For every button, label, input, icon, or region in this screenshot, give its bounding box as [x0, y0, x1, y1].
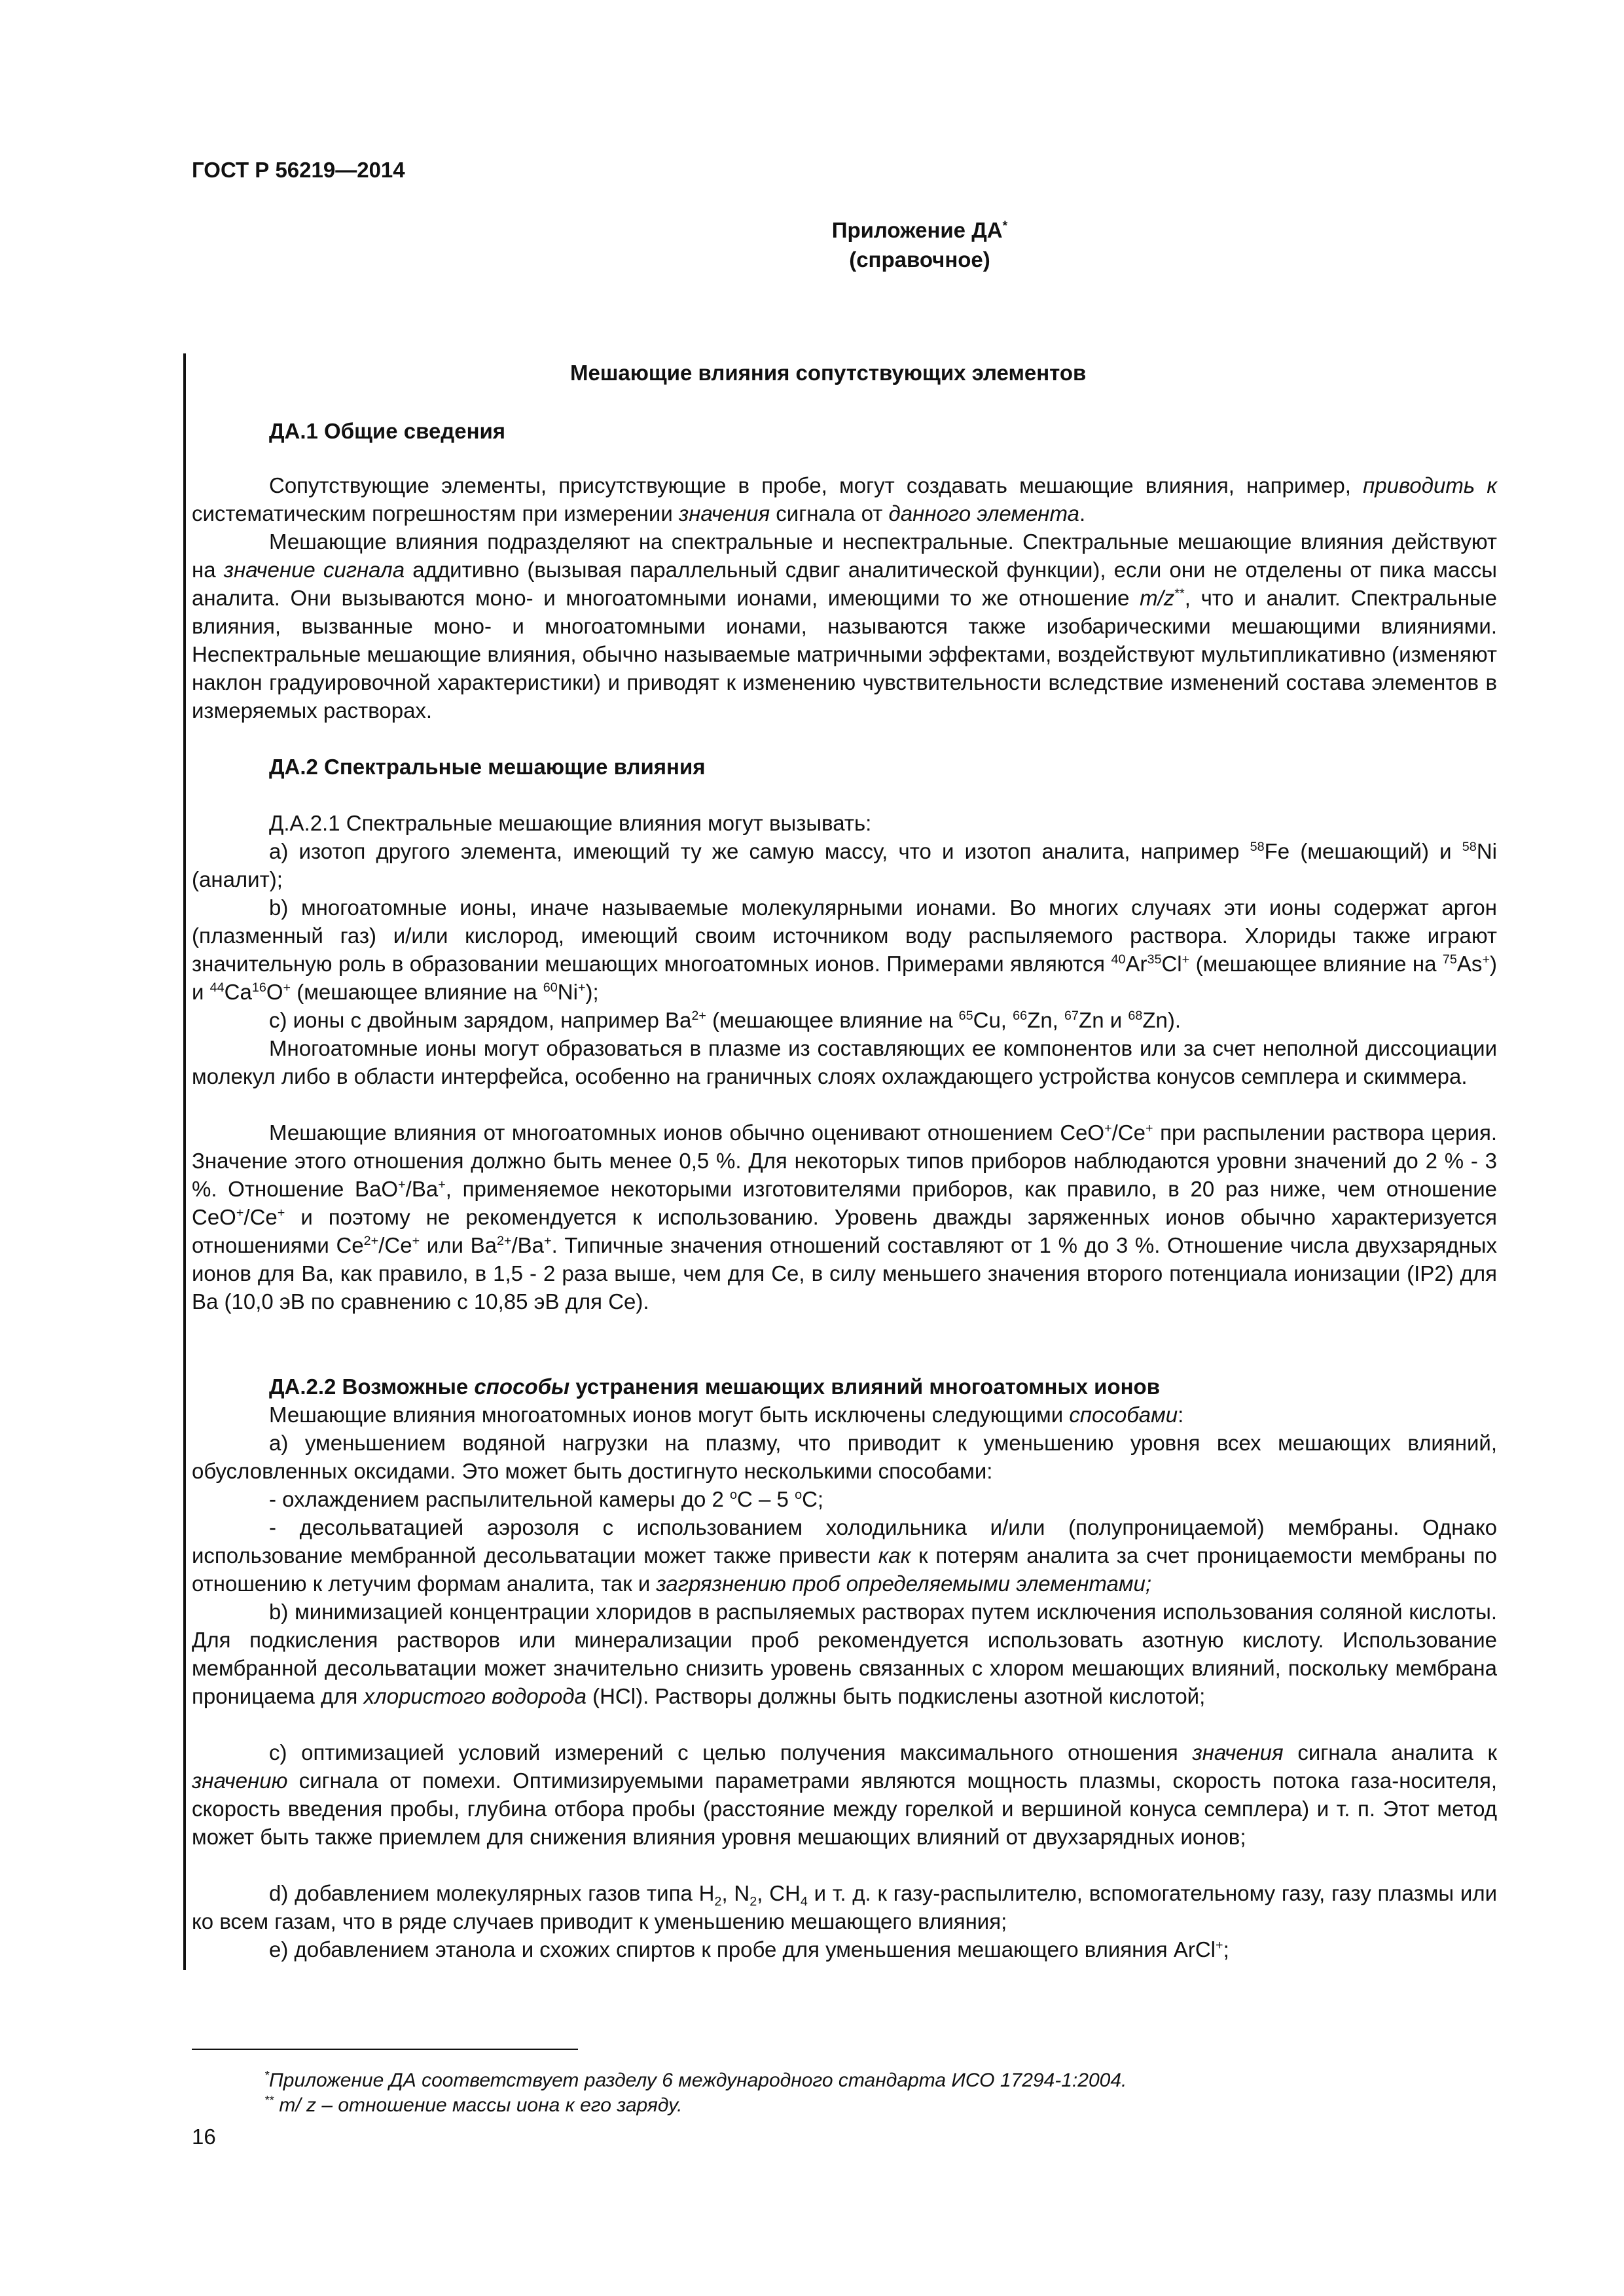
heading-da22: ДА.2.2 Возможные способы устранения мешающих влияний многоатомных ионов	[269, 1374, 1160, 1399]
paragraph-da2-ratios: Мешающие влияния от многоатомных ионов обычно оценивают отношением CeO+/Ce+ при распылении раствора церия. Значение этого отношения должно быть менее 0,5 %. Для некоторых типов приборов наблюдаются уровни значений до 2 % - 3 %. Отношение BaO+/Ba+, применяемое некоторыми изготовителями приборов, как правило, в 20 раз ниже, чем отношение CeO+/Ce+ и поэтому не рекомендуется к использованию. Уровень дважды заряженных ионов обычно характеризуется отношениями $Ce^{2+}/Ce^+$ или $Ba^{2+}/Ba^+$. Типичные значения отношений составляют от 1 % до 3 %. Отношение числа двухзарядных ионов для Ba, как правило, в 1,5 - 2 раза выше, чем для Ce, в силу меньшего значения второго потенциала ионизации (IP2) для Ba (10,0 эВ по сравнению с 10,85 эВ для Ce).	[192, 1121, 1497, 1314]
paragraph-da22-a: а) уменьшением водяной нагрузки на плазму, что приводит к уменьшению уровня всех мешающих влияний, обусловленных оксидами. Это может быть достигнуто несколькими способами:	[192, 1431, 1497, 1483]
section-title: Мешающие влияния сопутствующих элементов	[570, 361, 1087, 385]
heading-da2: ДА.2 Спектральные мешающие влияния	[269, 755, 706, 779]
document-id: ГОСТ Р 56219—2014	[192, 158, 405, 182]
footnote-1: *Приложение ДА соответствует разделу 6 международного стандарта ИСО 17294-1:2004.	[264, 2069, 1127, 2091]
paragraph-da22-e: е) добавлением этанола и схожих спиртов к пробе для уменьшения мешающего влияния ArCl+;	[269, 1937, 1229, 1962]
paragraph-da22-c: с) оптимизацией условий измерений с целью получения максимального отношения значения сигнала аналита к значению сигнала от помехи. Оптимизируемыми параметрами являются мощность плазмы, скорость потока газа-носителя, скорость введения пробы, глубина отбора пробы (расстояние между горелкой и вершиной конуса семплера) и т. п. Этот метод может быть также приемлем для снижения влияния уровня мешающих влияний от двухзарядных ионов;	[192, 1740, 1497, 1849]
page-number: 16	[192, 2125, 216, 2149]
paragraph-da22-d: d) добавлением молекулярных газов типа $H_2$, $N_2$, $CH_4$ и т. д. к газу-распылителю, вспомогательному газу, газу плазмы или ко всем газам, что в ряде случаев приводит к уменьшению мешающего влияния;	[192, 1881, 1498, 1933]
paragraph-da2-intro: Д.А.2.1 Спектральные мешающие влияния могут вызывать:	[269, 811, 872, 835]
paragraph-da1-2: Мешающие влияния подразделяют на спектральные и неспектральные. Спектральные мешающие влияния действуют на значение сигнала аддитивно (вызывая параллельный сдвиг аналитической функции), если они не отделены от пика массы аналита. Они вызываются моно- и многоатомными ионами, имеющими то же отношение m/z**, что и аналит. Спектральные влияния, вызванные моно- и многоатомными ионами, называются также изобарическими мешающими влияниями. Неспектральные мешающие влияния, обычно называемые матричными эффектами, воздействуют мультипликативно (изменяют наклон градуировочной характеристики) и приводят к изменению чувствительности вследствие изменений состава элементов в измеряемых растворах.	[192, 529, 1497, 723]
paragraph-da22-b: b) минимизацией концентрации хлоридов в распыляемых растворах путем исключения использования соляной кислоты. Для подкисления растворов или минерализации проб рекомендуется использовать азотную кислоту. Использование мембранной десольватации может значительно снизить уровень связанных с хлором мешающих влияний, поскольку мембрана проницаема для хлористого водорода (HCl). Растворы должны быть подкислены азотной кислотой;	[192, 1600, 1497, 1708]
paragraph-da2-a: а) изотоп другого элемента, имеющий ту же самую массу, что и изотоп аналита, например $^{58}$Fe (мешающий) и $^{58}$Ni (аналит);	[192, 839, 1497, 891]
appendix-title-text: Приложение ДА	[831, 218, 1003, 242]
paragraph-da22-intro: Мешающие влияния многоатомных ионов могут быть исключены следующими способами:	[269, 1403, 1184, 1427]
appendix-subtitle: (справочное)	[849, 247, 990, 272]
paragraph-da22-dash1: - охлаждением распылительной камеры до 2 $^о$С – 5 $^о$С;	[269, 1487, 824, 1511]
revision-bar	[183, 353, 186, 1970]
footnote-rule	[192, 2049, 578, 2050]
footnote-2: ** m/ z – отношение массы иона к его заряду.	[264, 2094, 683, 2116]
paragraph-da2-c: с) ионы с двойным зарядом, например $Ba^{2+}$ (мешающее влияние на $^{65}$Cu, $^{66}$Zn, $^{67}$Zn и $^{68}$Zn).	[269, 1008, 1182, 1032]
heading-da1: ДА.1 Общие сведения	[269, 419, 506, 443]
paragraph-da22-dash2: - десольватацией аэрозоля с использованием холодильника и/или (полупроницаемой) мембраны. Однако использование мембранной десольватации может также привести как к потерям аналита за счет проницаемости мембраны по отношению к летучим формам аналита, так и загрязнению проб определяемыми элементами;	[192, 1515, 1498, 1596]
paragraph-da1-1: Сопутствующие элементы, присутствующие в пробе, могут создавать мешающие влияния, например, приводить к систематическим погрешностям при измерении значения сигнала от данного элемента.	[192, 473, 1497, 526]
appendix-title	[720, 216, 1119, 244]
paragraph-da2-polyatomic: Многоатомные ионы могут образоваться в плазме из составляющих ее компонентов или за счет неполной диссоциации молекул либо в области интерфейса, особенно на граничных слоях охлаждающего устройства конусов семплера и скиммера.	[192, 1036, 1497, 1088]
appendix-title-mark: *	[1002, 219, 1008, 233]
paragraph-da2-b: b) многоатомные ионы, иначе называемые молекулярными ионами. Во многих случаях эти ионы содержат аргон (плазменный газ) и/или кислород, имеющий своим источником воду распыляемого раствора. Хлориды также играют значительную роль в образовании мешающих многоатомных ионов. Примерами являются $^{40}$Ar$^{35}$Cl+ (мешающее влияние на $^{75}$As+) и $^{44}$Ca$^{16}$O+ (мешающее влияние на $^{60}$Ni+);	[192, 895, 1497, 1004]
